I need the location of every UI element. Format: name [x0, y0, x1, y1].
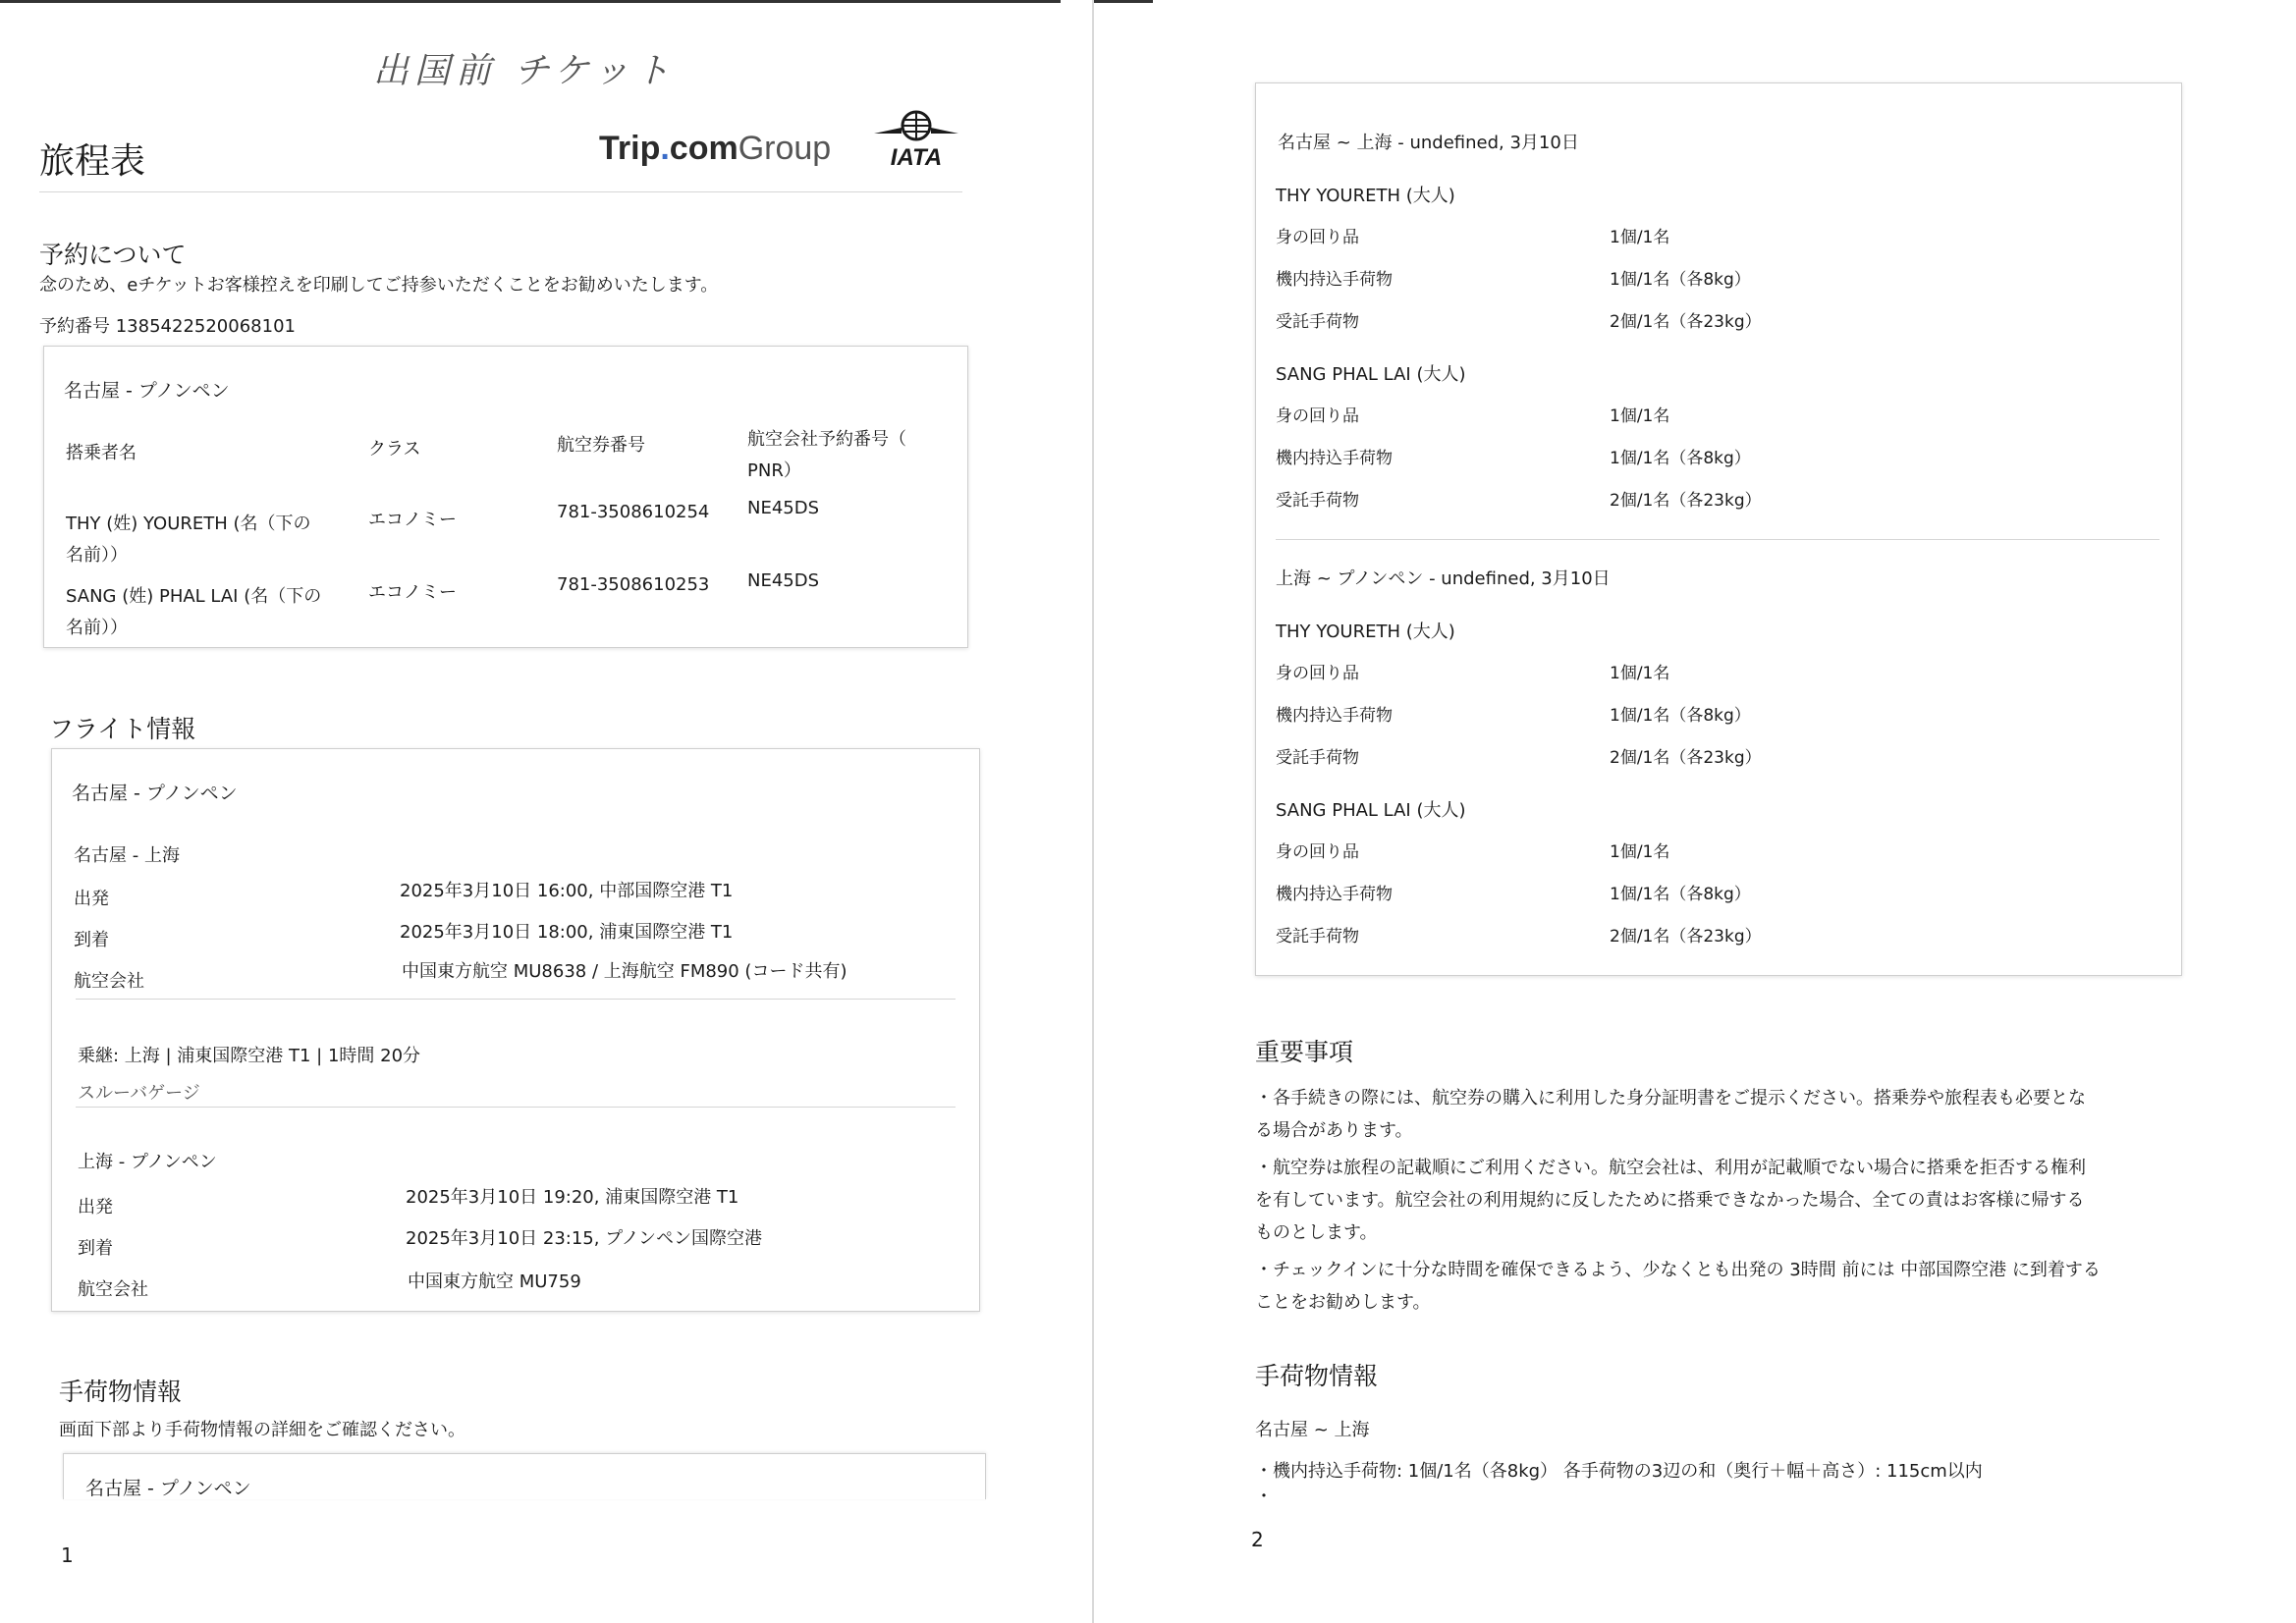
baggage-detail-card [1255, 82, 2182, 976]
note-1-line-1: ・各手続きの際には、航空券の購入に利用した身分証明書をご提示ください。搭乗券や旅程表も必要とな [1255, 1088, 2086, 1109]
segment-title: 上海 ~ プノンペン - undefined, 3月10日 [1276, 568, 1611, 589]
iata-logo [872, 108, 960, 167]
booking-card [43, 346, 968, 648]
baggage-notice: 画面下部より手荷物情報の詳細をご確認ください。 [59, 1420, 465, 1440]
baggage-route: 名古屋 ~ 上海 [1255, 1420, 1370, 1440]
seg2-departure-label: 出発 [78, 1197, 113, 1217]
print-notice: 念のため、eチケットお客様控えを印刷してご持参いただくことをお勧めいたします。 [39, 275, 719, 296]
personal-item-value: 1個/1名 [1610, 842, 1670, 862]
personal-item-value: 1個/1名 [1610, 406, 1670, 426]
flight-heading: フライト情報 [49, 715, 196, 743]
col-class: クラス [368, 439, 421, 460]
checked-baggage-label: 受託手荷物 [1276, 312, 1359, 332]
bullet: ・ [1255, 1487, 1273, 1507]
col-ticket: 航空券番号 [557, 435, 645, 456]
personal-item-value: 1個/1名 [1610, 228, 1670, 247]
pnr: NE45DS [747, 570, 820, 591]
iata-text: IATA [890, 144, 943, 167]
seg2-arrival-value: 2025年3月10日 23:15, プノンペン国際空港 [406, 1228, 763, 1249]
carry-on-value: 1個/1名（各8kg） [1610, 885, 1751, 904]
baggage-heading: 手荷物情報 [1255, 1362, 1379, 1390]
booking-number-row [39, 312, 296, 338]
seg1-departure-value: 2025年3月10日 16:00, 中部国際空港 T1 [400, 881, 734, 901]
checked-baggage-value: 2個/1名（各23kg） [1610, 312, 1762, 332]
checked-baggage-value: 2個/1名（各23kg） [1610, 927, 1762, 947]
seg2-airline-value: 中国東方航空 MU759 [408, 1271, 581, 1292]
note-2-line-2: を有しています。航空会社の利用規約に反したために搭乗できなかった場合、全ての責はお客様に帰する [1255, 1190, 2085, 1211]
booking-heading: 予約について [39, 241, 187, 269]
seg1-arrival-value: 2025年3月10日 18:00, 浦東国際空港 T1 [400, 922, 734, 943]
segment1-route: 名古屋 - 上海 [74, 845, 180, 866]
segment-divider [76, 1107, 956, 1108]
logo-com: com [669, 130, 738, 167]
important-notes [1255, 1082, 2237, 1319]
note-2-line-1: ・航空券は旅程の記載順にご利用ください。航空会社は、利用が記載順でない場合に搭乗を拒否する権利 [1255, 1158, 2086, 1178]
passenger-class: エコノミー [368, 582, 457, 603]
booking-number-label: 予約番号 [39, 316, 110, 337]
baggage-route: 名古屋 - プノンペン [85, 1478, 251, 1499]
flight-card [51, 748, 980, 1312]
carry-on-label: 機内持込手荷物 [1276, 885, 1393, 904]
checked-baggage-label: 受託手荷物 [1276, 927, 1359, 947]
baggage-heading: 手荷物情報 [59, 1378, 183, 1406]
page-1 [0, 0, 1090, 1623]
passenger-name-line1: SANG (姓) PHAL LAI (名（下の [66, 586, 322, 607]
page-2 [1092, 0, 2296, 1623]
seg1-arrival-label: 到着 [74, 930, 109, 950]
passenger-name-line2: 名前）） [66, 545, 128, 566]
ticket-number: 781-3508610254 [557, 502, 710, 522]
personal-item-value: 1個/1名 [1610, 664, 1670, 683]
personal-item-label: 身の回り品 [1276, 842, 1359, 862]
tripcom-logo [599, 130, 831, 168]
segment-title: 名古屋 ~ 上海 - undefined, 3月10日 [1278, 133, 1579, 153]
pnr: NE45DS [747, 498, 820, 518]
seg2-airline-label: 航空会社 [78, 1279, 148, 1300]
passenger-class: エコノミー [368, 510, 457, 530]
seg1-airline-value: 中国東方航空 MU8638 / 上海航空 FM890 (コード共有) [402, 961, 847, 982]
through-baggage: スルーバゲージ [78, 1083, 200, 1104]
carry-on-label: 機内持込手荷物 [1276, 449, 1393, 468]
carry-on-label: 機内持込手荷物 [1276, 706, 1393, 726]
col-pnr-line1: 航空会社予約番号（ [747, 429, 906, 450]
col-pnr-line2: PNR） [747, 460, 801, 481]
passenger-name-line1: THY (姓) YOURETH (名（下の [66, 514, 311, 534]
personal-item-label: 身の回り品 [1276, 228, 1359, 247]
scan-edge [1094, 0, 1153, 3]
col-passenger: 搭乗者名 [66, 443, 137, 463]
personal-item-label: 身の回り品 [1276, 664, 1359, 683]
transfer-info: 乗継: 上海 | 浦東国際空港 T1 | 1時間 20分 [78, 1046, 421, 1066]
note-2-line-3: ものとします。 [1255, 1222, 1378, 1243]
passenger-name: SANG PHAL LAI (大人) [1276, 364, 1466, 385]
booking-number: 1385422520068101 [115, 316, 296, 337]
page-number: 1 [61, 1543, 74, 1567]
header-divider [39, 191, 962, 192]
seg2-arrival-label: 到着 [78, 1238, 113, 1259]
flight-route: 名古屋 - プノンペン [72, 783, 238, 804]
carry-on-value: 1個/1名（各8kg） [1610, 270, 1751, 290]
logo-group: Group [738, 130, 832, 167]
segment-divider [76, 999, 956, 1000]
carry-on-value: 1個/1名（各8kg） [1610, 449, 1751, 468]
checked-baggage-label: 受託手荷物 [1276, 491, 1359, 511]
checked-baggage-label: 受託手荷物 [1276, 748, 1359, 768]
segment-divider [1276, 539, 2159, 540]
page-title: 旅程表 [39, 141, 146, 182]
passenger-name: SANG PHAL LAI (大人) [1276, 800, 1466, 821]
carry-on-rule: ・機内持込手荷物: 1個/1名（各8kg） 各手荷物の3辺の和（奥行＋幅＋高さ）: 115cm以内 [1255, 1461, 1983, 1482]
note-3-line-2: ことをお勧めします。 [1255, 1292, 1431, 1313]
scan-edge [0, 0, 1061, 3]
seg2-departure-value: 2025年3月10日 19:20, 浦東国際空港 T1 [406, 1187, 739, 1208]
note-1-line-2: る場合があります。 [1255, 1120, 1413, 1141]
segment2-route: 上海 - プノンペン [78, 1152, 217, 1172]
passenger-name: THY YOURETH (大人) [1276, 622, 1455, 642]
booking-route: 名古屋 - プノンペン [64, 380, 230, 402]
handwritten-note: 出国前 チケット [373, 51, 677, 91]
page-number: 2 [1251, 1528, 1264, 1551]
passenger-name-line2: 名前）） [66, 618, 128, 638]
carry-on-value: 1個/1名（各8kg） [1610, 706, 1751, 726]
seg1-departure-label: 出発 [74, 889, 109, 909]
logo-trip: Trip [599, 130, 661, 167]
logo-dot: . [660, 130, 670, 167]
checked-baggage-value: 2個/1名（各23kg） [1610, 491, 1762, 511]
seg1-airline-label: 航空会社 [74, 971, 144, 992]
ticket-number: 781-3508610253 [557, 574, 710, 595]
checked-baggage-value: 2個/1名（各23kg） [1610, 748, 1762, 768]
baggage-card [63, 1453, 986, 1499]
personal-item-label: 身の回り品 [1276, 406, 1359, 426]
important-heading: 重要事項 [1255, 1038, 1354, 1066]
carry-on-label: 機内持込手荷物 [1276, 270, 1393, 290]
passenger-name: THY YOURETH (大人) [1276, 186, 1455, 206]
note-3-line-1: ・チェックインに十分な時間を確保できるよう、少なくとも出発の 3時間 前には 中部国際空港 に到着する [1255, 1260, 2101, 1280]
